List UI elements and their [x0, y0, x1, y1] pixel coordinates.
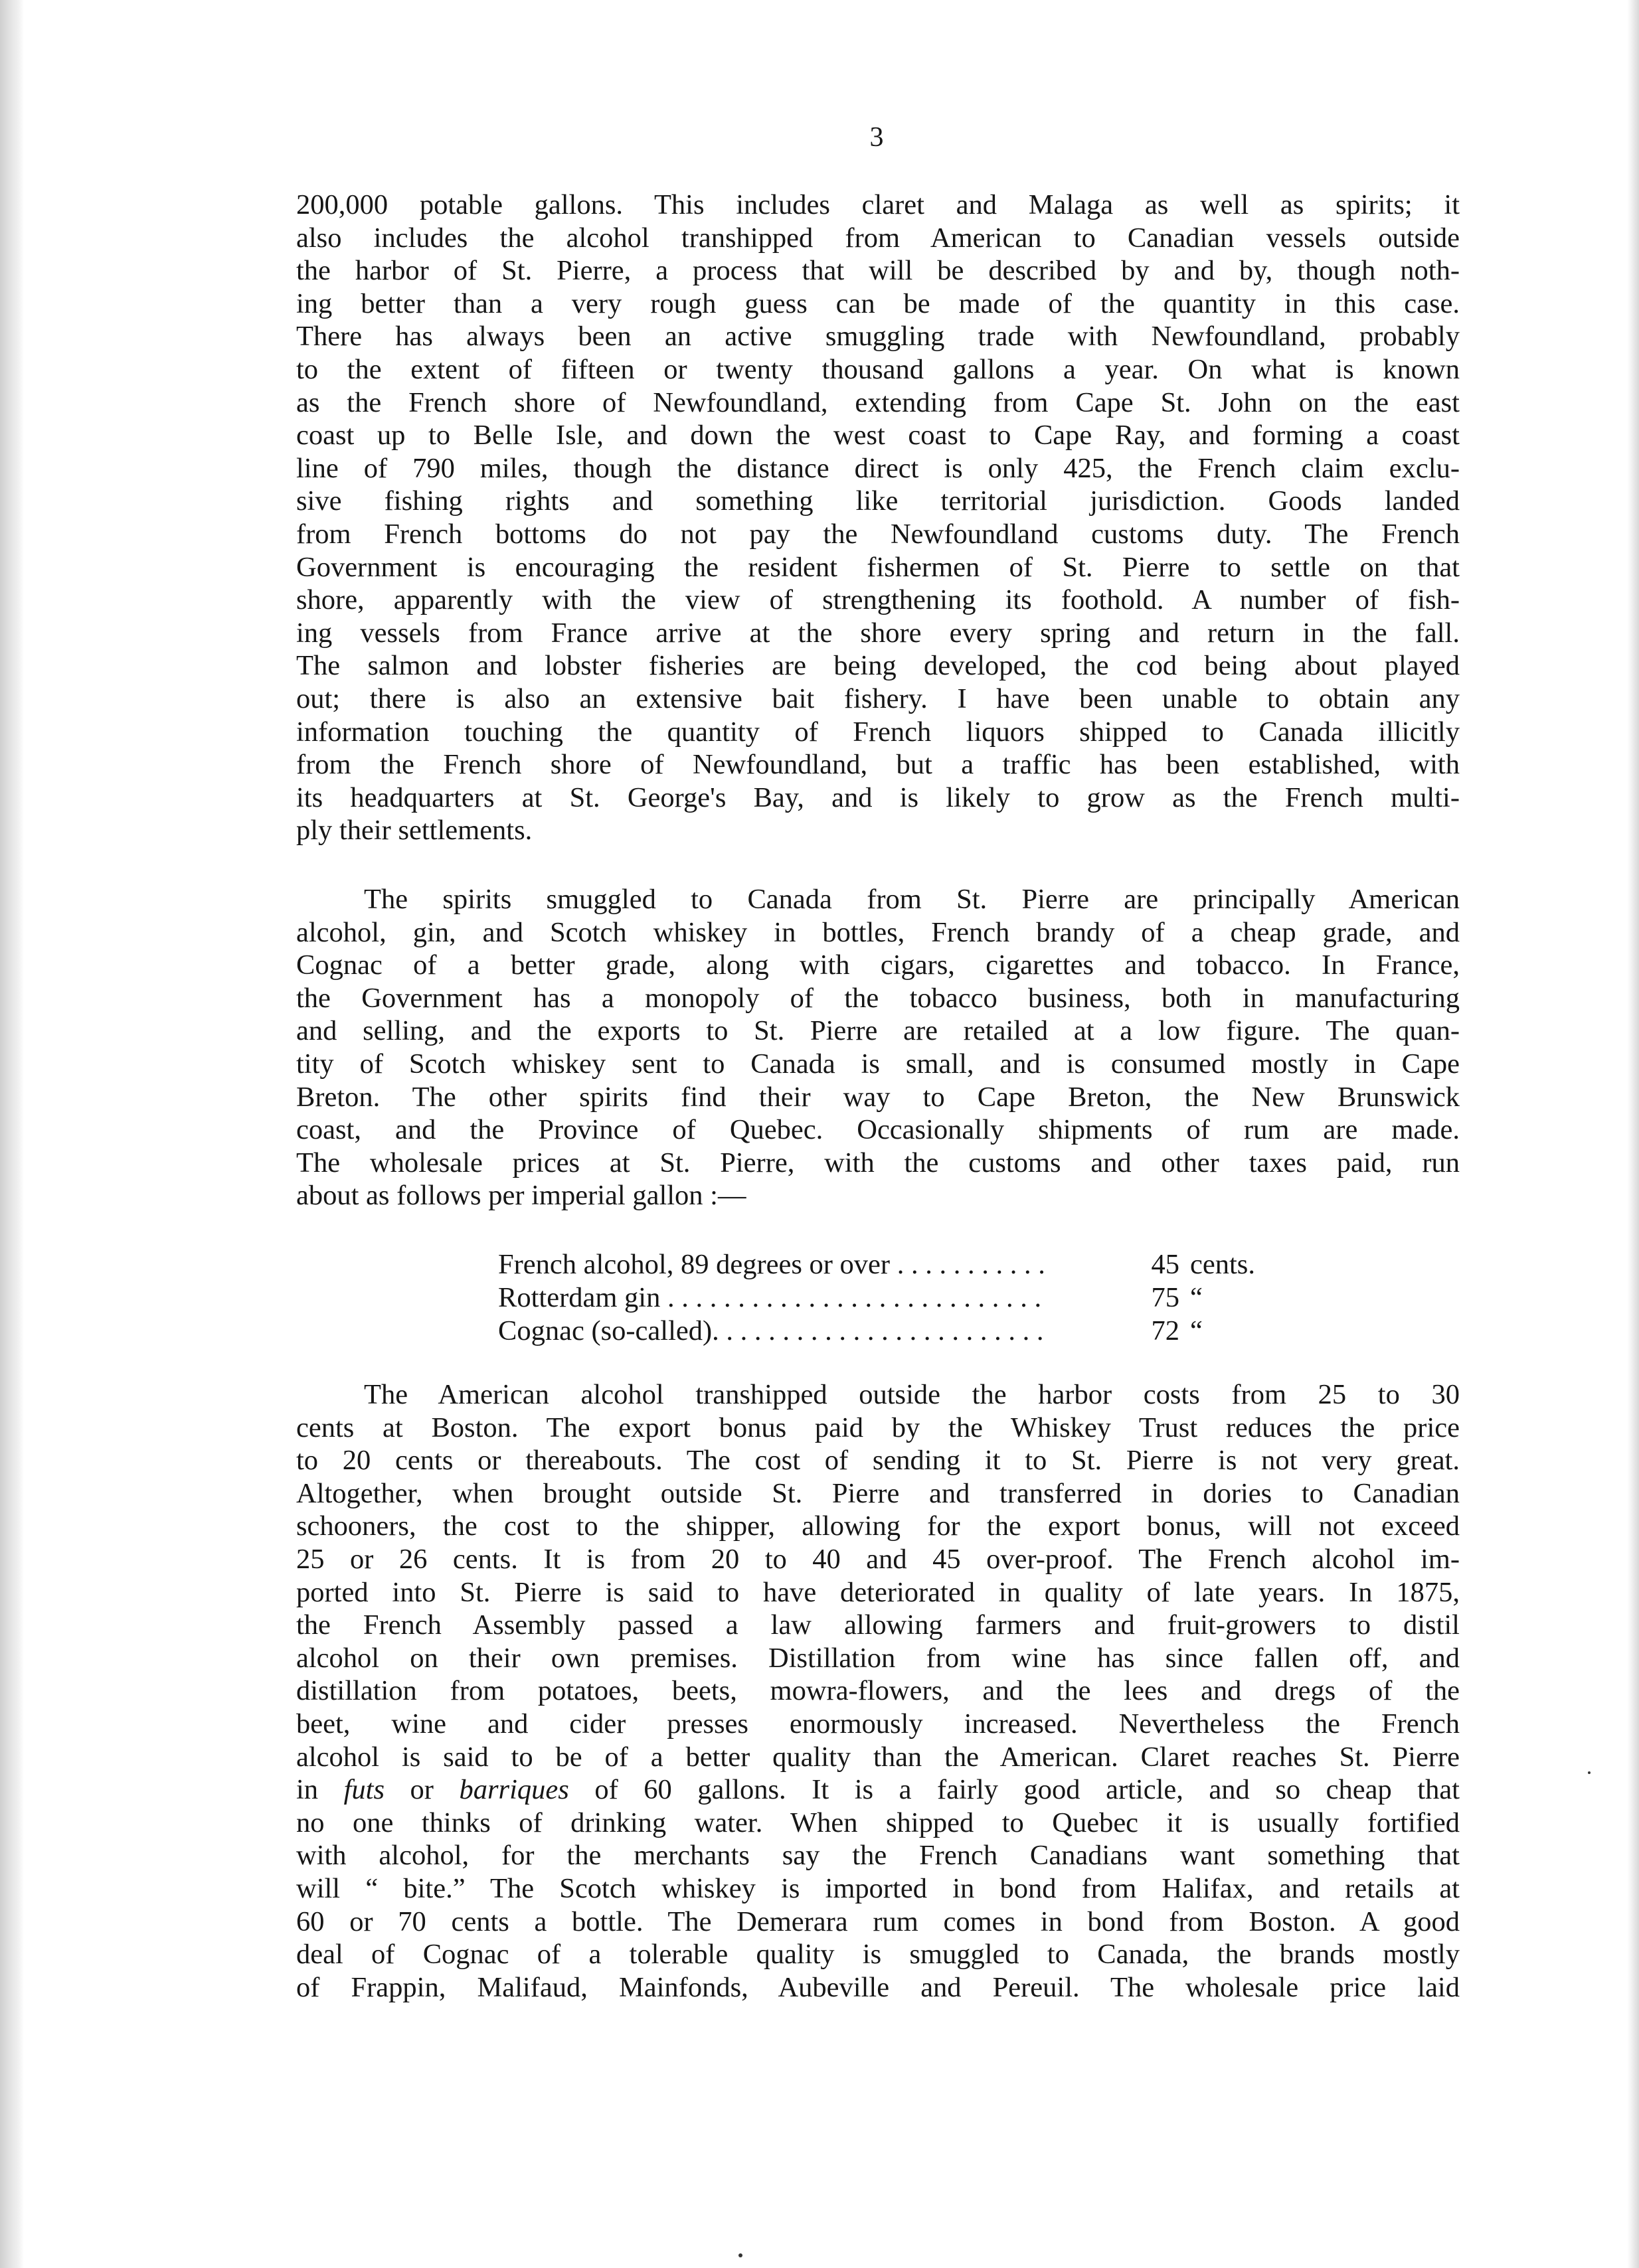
text-line: about as follows per imperial gallon :— — [296, 1180, 746, 1212]
price-item-name: Rotterdam gin — [498, 1282, 661, 1313]
price-row — [498, 1281, 1270, 1315]
text-line: alcohol, gin, and Scotch whiskey in bottles, French brandy of a cheap grade, and — [296, 916, 1460, 948]
text-line: shore, apparently with the view of strengthening its foothold. A number of fish- — [296, 584, 1460, 616]
price-unit: “ — [1190, 1282, 1203, 1313]
price-unit: cents. — [1190, 1249, 1255, 1280]
text-line: There has always been an active smuggling trade with Newfoundland, probably — [296, 321, 1460, 353]
text-line: ply their settlements. — [296, 815, 533, 847]
text-line: also includes the alcohol transhipped from American to Canadian vessels outside — [296, 222, 1460, 254]
text-fragment: of 60 gallons. It is a fairly good article, and so cheap that — [568, 1774, 1460, 1806]
text-line: will “ bite.” The Scotch whiskey is imported in bond from Halifax, and retails at — [296, 1872, 1460, 1904]
text-line: coast up to Belle Isle, and down the west coast to Cape Ray, and forming a coast — [296, 420, 1460, 451]
paragraph-1 — [296, 189, 1460, 847]
price-unit: “ — [1190, 1315, 1203, 1346]
text-line: 200,000 potable gallons. This includes claret and Malaga as well as spirits; it — [296, 189, 1460, 220]
print-speck — [1588, 1771, 1591, 1774]
text-line: Government is encouraging the resident fishermen of St. Pierre to settle on that — [296, 551, 1460, 583]
text-line: The wholesale prices at St. Pierre, with the customs and other taxes paid, run — [296, 1147, 1460, 1178]
price-item — [498, 1248, 1140, 1281]
italic-term: barriques — [459, 1774, 569, 1806]
text-line: The salmon and lobster fisheries are being developed, the cod being about played — [296, 650, 1460, 682]
text-line: beet, wine and cider presses enormously increased. Nevertheless the French — [296, 1708, 1460, 1740]
page-edge-shadow-left — [0, 0, 24, 2268]
text-line: distillation from potatoes, beets, mowra-flowers, and the lees and dregs of the — [296, 1675, 1460, 1707]
text-line: line of 790 miles, though the distance direct is only 425, the French claim exclu- — [296, 452, 1460, 484]
text-line: out; there is also an extensive bait fishery. I have been unable to obtain any — [296, 683, 1460, 714]
paragraph-3 — [296, 1378, 1460, 2004]
price-value: 75 — [1151, 1282, 1179, 1313]
text-line: ported into St. Pierre is said to have deteriorated in quality of late years. In 1875, — [296, 1576, 1460, 1608]
text-line: sive fishing rights and something like territorial jurisdiction. Goods landed — [296, 485, 1460, 517]
text-line: 60 or 70 cents a bottle. The Demerara rum comes in bond from Boston. A good — [296, 1905, 1460, 1937]
price-row — [498, 1248, 1270, 1281]
text-fragment: or — [385, 1774, 460, 1806]
text-line: coast, and the Province of Quebec. Occasionally shipments of rum are made. — [296, 1114, 1460, 1146]
text-line: its headquarters at St. George's Bay, and is likely to grow as the French multi- — [296, 781, 1460, 813]
text-line: the French Assembly passed a law allowing farmers and fruit-growers to distil — [296, 1609, 1460, 1641]
price-item-name: Cognac (so-called) — [498, 1315, 713, 1346]
text-line: and selling, and the exports to St. Pierre are retailed at a low figure. The quan- — [296, 1015, 1460, 1047]
text-line: schooners, the cost to the shipper, allowing for the export bonus, will not exceed — [296, 1510, 1460, 1542]
text-line-italic — [296, 1773, 1460, 1807]
text-line: alcohol on their own premises. Distillation from wine has since fallen off, and — [296, 1642, 1460, 1674]
text-fragment: in — [296, 1774, 344, 1806]
text-line: The spirits smuggled to Canada from St. Pierre are principally American — [364, 884, 1460, 915]
text-line: ing vessels from France arrive at the shore every spring and return in the fall. — [296, 617, 1460, 649]
text-line: cents at Boston. The export bonus paid by the Whiskey Trust reduces the price — [296, 1412, 1460, 1443]
price-item-name: French alcohol, 89 degrees or over — [498, 1249, 891, 1280]
dot-leader: . . . . . . . . . . . . . . . . . . . . . . . . — [712, 1315, 1044, 1346]
text-line: of Frappin, Malifaud, Mainfonds, Aubeville and Pereuil. The wholesale price laid — [296, 1971, 1460, 2003]
paragraph-2 — [296, 883, 1460, 1212]
dot-leader: . . . . . . . . . . . — [890, 1249, 1045, 1280]
text-line: 25 or 26 cents. It is from 20 to 40 and 45 over-proof. The French alcohol im- — [296, 1543, 1460, 1575]
price-item — [498, 1315, 1140, 1348]
text-line: from French bottoms do not pay the Newfoundland customs duty. The French — [296, 518, 1460, 550]
price-table — [498, 1248, 1270, 1348]
text-line: the Government has a monopoly of the tobacco business, both in manufacturing — [296, 982, 1460, 1014]
page-edge-shadow-right — [1627, 0, 1639, 2268]
italic-term: futs — [343, 1774, 385, 1806]
text-line: The American alcohol transhipped outside the harbor costs from 25 to 30 — [364, 1379, 1460, 1410]
price-row — [498, 1315, 1270, 1348]
text-line: Cognac of a better grade, along with cigars, cigarettes and tobacco. In France, — [296, 949, 1460, 981]
text-line: the harbor of St. Pierre, a process that will be described by and by, though noth- — [296, 255, 1460, 287]
dot-leader: . . . . . . . . . . . . . . . . . . . . . . . . . . . — [660, 1282, 1042, 1313]
price-value: 72 — [1151, 1315, 1179, 1346]
text-line: alcohol is said to be of a better quality than the American. Claret reaches St. Pierre — [296, 1741, 1460, 1773]
text-line: no one thinks of drinking water. When shipped to Quebec it is usually fortified — [296, 1807, 1460, 1838]
text-line: ing better than a very rough guess can be made of the quantity in this case. — [296, 287, 1460, 319]
text-line: to 20 cents or thereabouts. The cost of sending it to St. Pierre is not very great. — [296, 1445, 1460, 1477]
page-number: 3 — [869, 122, 884, 153]
print-speck — [738, 2253, 742, 2257]
text-line: information touching the quantity of French liquors shipped to Canada illicitly — [296, 716, 1460, 748]
text-line: deal of Cognac of a tolerable quality is smuggled to Canada, the brands mostly — [296, 1939, 1460, 1971]
text-line: to the extent of fifteen or twenty thousand gallons a year. On what is known — [296, 353, 1460, 385]
text-line: with alcohol, for the merchants say the French Canadians want something that — [296, 1840, 1460, 1872]
price-item — [498, 1281, 1140, 1315]
text-line: as the French shore of Newfoundland, extending from Cape St. John on the east — [296, 386, 1460, 418]
price-value: 45 — [1151, 1249, 1179, 1280]
text-line: Breton. The other spirits find their way to Cape Breton, the New Brunswick — [296, 1081, 1460, 1113]
text-line: from the French shore of Newfoundland, but a traffic has been established, with — [296, 749, 1460, 781]
text-line: Altogether, when brought outside St. Pierre and transferred in dories to Canadian — [296, 1477, 1460, 1509]
text-line: tity of Scotch whiskey sent to Canada is small, and is consumed mostly in Cape — [296, 1048, 1460, 1080]
